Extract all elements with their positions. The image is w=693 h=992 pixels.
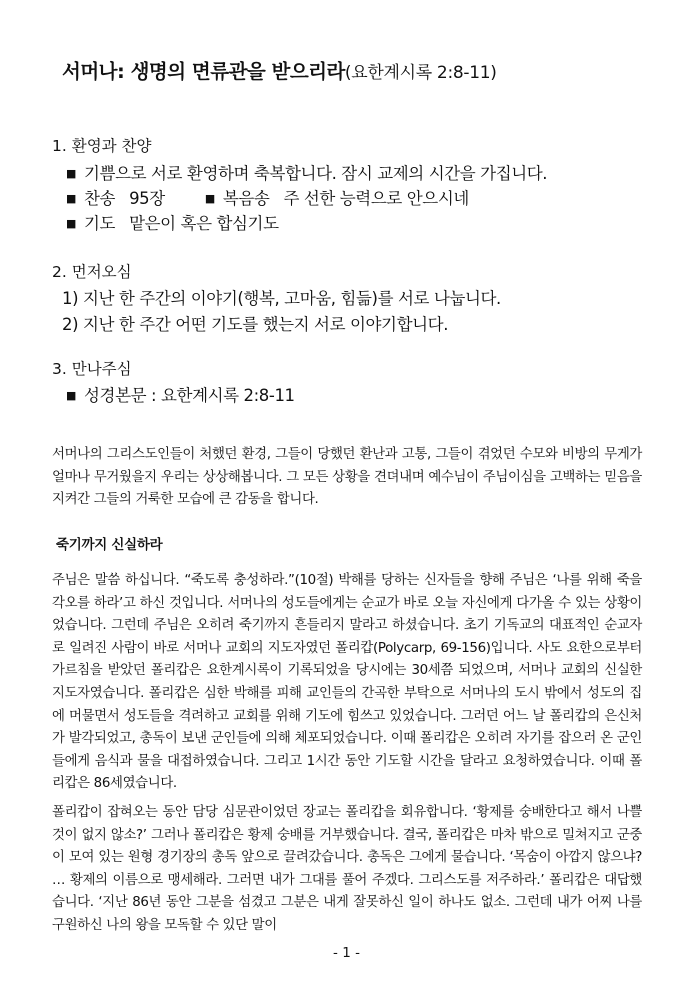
bullet-hymns (66, 185, 469, 209)
square-bullet-icon: ■ (66, 217, 76, 230)
list-item-sharing-1: 1) 지난 한 주간의 이야기(행복, 고마움, 힘듦)를 서로 나눕니다. (62, 289, 501, 308)
square-bullet-icon: ■ (66, 167, 76, 180)
gospel-song-title: 주 선한 능력으로 안으시네 (283, 189, 469, 208)
section-heading-meeting: 3. 만나주심 (52, 360, 132, 378)
square-bullet-icon: ■ (66, 192, 76, 205)
title-reference: (요한계시록 2:8-11) (344, 63, 497, 83)
section-heading-welcome: 1. 환영과 찬양 (52, 137, 152, 155)
list-item-sharing-2: 2) 지난 한 주간 어떤 기도를 했는지 서로 이야기합니다. (62, 315, 449, 334)
prayer-label: 기도 (84, 214, 116, 233)
square-bullet-icon: ■ (204, 192, 215, 205)
bullet-prayer (66, 210, 279, 234)
bullet-scripture: ■ 성경본문 : 요한계시록 2:8-11 (66, 386, 295, 405)
subheading-faithful-unto-death: 죽기까지 신실하라 (56, 537, 163, 553)
intro-paragraph: 서머나의 그리스도인들이 처했던 환경, 그들이 당했던 환난과 고통, 그들이 겪었던 수모와 비방의 무게가 얼마나 무거웠을지 우리는 상상해봅니다. 그 모든 상황을 견뎌내며 예수님이 주님이심을 고백하는 믿음을 지켜간 그들의 거룩한 모습에 큰 감동을 합니다. (52, 447, 642, 508)
section-heading-sharing: 2. 먼저오심 (52, 263, 132, 281)
hymn-label: 찬송 (84, 189, 116, 208)
title-main: 서머나: 생명의 면류관을 받으리라 (62, 60, 345, 83)
prayer-detail: 맡은이 혹은 합심기도 (129, 214, 279, 233)
square-bullet-icon: ■ (66, 389, 76, 402)
hymn-number: 95장 (129, 189, 165, 208)
body-paragraph-2: 폴리캅이 잡혀오는 동안 담당 심문관이었던 장교는 폴리캅을 회유합니다. ‘황제를 숭배한다고 해서 나쁠 것이 없지 않소?’ 그러나 폴리캅은 황제 숭배를 거부했습니다. 결국, 폴리캅은 마차 밖으로 밀쳐지고 군중이 모여 있는 원형 경기장의 총독 앞으로 끌려갔습니다. 총독은 그에게 물습니다. ‘목숨이 아깝지 않으냐? … 황제의 이름으로 맹세해라. 그러면 내가 그대를 풀어 주겠다. 그리스도를 저주하라.’ 폴리캅은 대답했습니다. ‘지난 86년 동안 그분을 섬겼고 그분은 내게 잘못하신 일이 하나도 없소. 그런데 내가 어찌 나를 구원하신 나의 왕을 모독할 수 있단 말이 (52, 805, 642, 933)
body-paragraph-1: 주님은 말씀 하십니다. “죽도록 충성하라.”(10절) 박해를 당하는 신자들을 향해 주님은 ‘나를 위해 죽을 각오를 하라’고 하신 것입니다. 서머나의 성도들에게는 순교가 바로 오늘 자신에게 다가올 수 있는 상황이었습니다. 그런데 주님은 오히려 죽기까지 흔들리지 말라고 하셨습니다. 초기 기독교의 대표적인 순교자로 일려진 사람이 바로 서머나 교회의 지도자였던 폴리캅(Polycarp, 69-156)입니다. 사도 요한으로부터 가르침을 받았던 폴리캅은 요한계시록이 기록되었을 당시에는 30세쯤 되었으며, 서머나 교회의 신실한 지도자였습니다. 폴리캅은 심한 박해를 피해 교인들의 간곡한 부탁으로 서머나의 도시 밖에서 성도의 집에 머물면서 성도들을 격려하고 교회를 위해 기도에 힘쓰고 있었습니다. 그러던 어느 날 폴리캅의 은신처가 발각되었고, 총독이 보낸 군인들에 의해 체포되었습니다. 이때 폴리캅은 오히려 자기를 잡으러 온 군인들에게 음식과 물을 대접하였습니다. 그리고 1시간 동안 기도할 시간을 달라고 요청하였습니다. 이때 폴리캅은 86세였습니다. (52, 573, 642, 792)
page-title (62, 56, 497, 84)
bullet-welcome: ■ 기쁨으로 서로 환영하며 축복합니다. 잠시 교제의 시간을 가집니다. (66, 164, 548, 183)
gospel-song-label: 복음송 (222, 189, 270, 208)
page-number: - 1 - (333, 945, 360, 961)
